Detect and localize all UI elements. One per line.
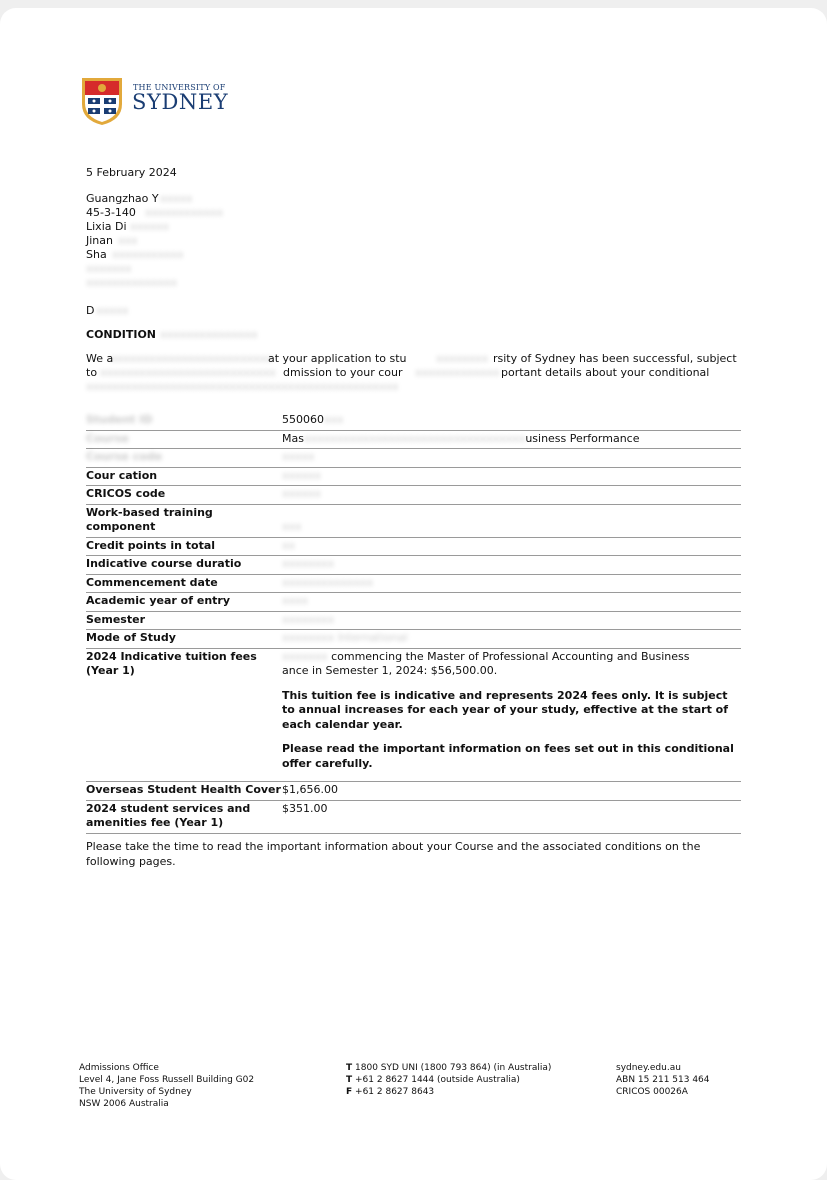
tuition-note-read: Please read the important information on fees set out in this conditional offer carefully. [282,742,734,770]
address-line-4: Jinan [86,234,113,247]
tuition-note: This tuition fee is indicative and represents 2024 fees only. It is subject to annual increases for each year of your study, effective at the start of each calendar year. [282,688,729,731]
intro-text: to [86,366,98,379]
footer-phone [346,1062,551,1074]
table-row [86,430,741,449]
tuition-value: commencing the Master of Professional Accounting and Business [331,649,690,663]
table-row [86,611,741,630]
phone-key: T [346,1063,353,1073]
footer-line: NSW 2006 Australia [79,1099,169,1109]
redacted-text: xxxxx [282,450,315,463]
redacted-text: Course code [86,450,163,463]
footer-web [616,1062,710,1098]
redacted-text: xxxxxxxx [282,557,335,570]
redacted-text: xxxxxxxxxxxxxx [282,575,374,589]
redacted-text: xxxxxxxxxxxxxxxxxxxxxxxxxxx [100,366,276,379]
footer-line: Admissions Office [79,1063,159,1073]
redacted-text: xx [282,538,296,552]
ssaf-label: 2024 student services and amenities fee (Year 1) [86,801,251,829]
table-row [86,486,741,505]
student-id-value: 550060 [282,413,324,426]
redacted-text: xxxxxxxxxxxxxxxxxxxxxxxxx [110,352,273,365]
redacted-text: xxx [118,234,138,247]
course-value: usiness Performance [525,431,640,445]
fax-key: F [346,1087,353,1097]
table-row [86,412,741,430]
intro-text: dmission to your cour [283,366,403,379]
redacted-text: xxxxxx [282,468,322,482]
redacted-text: xxxxxxxxxxxxxxx [160,328,258,341]
table-row [86,648,741,782]
phone-key: T [346,1075,353,1085]
table-row [86,467,741,486]
redacted-text: xxxxxxx [282,649,328,663]
table-row [86,537,741,556]
redacted-text: xxxxxxxx [436,352,489,365]
redacted-text: xxxxxxxxxxx [112,248,184,261]
address-line-5: Sha [86,248,107,261]
closing-text: Please take the time to read the important information about your Course and the associated conditions on the following pages. [86,840,701,868]
oshc-value: $1,656.00 [282,783,338,796]
redacted-text: xxxxxxxx [282,631,335,644]
footer-fax [346,1086,551,1098]
footer-line: Level 4, Jane Foss Russell Building G02 [79,1075,255,1085]
footer-line: The University of Sydney [79,1087,192,1097]
redacted-text: xxxxxxxxxxxxxxxxxxxxxxxxxxxxxxxxxxxxxxxxxxxxxxxx [86,380,399,393]
commencement-label: Commencement date [86,575,218,589]
redacted-text: xxxxxxxxxxxx [145,206,224,219]
fax-value: +61 2 8627 8643 [355,1087,435,1097]
table-row [86,782,741,801]
table-row [86,800,741,833]
redacted-text: xxxxxxxxxxxxxx [86,276,178,289]
mode-value: International [337,631,408,644]
redacted-text: xxxxx [160,192,193,205]
cricos-label: CRICOS code [86,487,166,500]
table-row [86,593,741,612]
redacted-text: xxxxxxx [86,262,132,275]
phone-value: +61 2 8627 1444 (outside Australia) [355,1075,520,1085]
academic-year-label: Academic year of entry [86,594,230,607]
intro-text: We a [86,352,114,365]
offer-details-table [86,412,741,834]
letter-date: 5 February 2024 [86,166,177,179]
semester-label: Semester [86,612,145,626]
table-row [86,504,741,537]
letter-page [0,8,827,1180]
university-logo [80,76,240,136]
redacted-text: xxxxxxxxxxxxx [415,366,500,379]
footer-contact [346,1062,551,1098]
footer-website: sydney.edu.au [616,1063,681,1073]
logo-text-line2: SYDNEY [132,90,229,114]
footer-cricos: CRICOS 00026A [616,1087,688,1097]
table-row [86,556,741,575]
table-row [86,574,741,593]
redacted-text: xxxxxx [282,487,322,500]
redacted-text: xxxx [282,594,309,607]
footer-phone [346,1074,551,1086]
oshc-label: Overseas Student Health Cover [86,783,281,796]
table-row [86,630,741,649]
redacted-text: xxxxxxxx [282,612,335,626]
address-line-1: Guangzhao Y [86,192,159,205]
address-line-3: Lixia Di [86,220,127,233]
redacted-text: xxxxx [96,304,129,317]
address-line-2: 45-3-140 [86,206,136,219]
ssaf-value: $351.00 [282,801,328,815]
salutation: D [86,304,95,317]
redacted-text: Student ID [86,413,153,426]
redacted-text: xxxxxx [130,220,170,233]
credit-points-label: Credit points in total [86,538,216,552]
logo-text-line1: THE UNIVERSITY OF [133,83,226,92]
mode-label: Mode of Study [86,631,176,644]
course-value: Mas [282,431,304,445]
footer-address [79,1062,254,1110]
redacted-text: xxxxxxxxxxxxxxxxxxxxxxxxxxxxxxxxxx [303,431,526,445]
tuition-label: 2024 Indicative tuition fees (Year 1) [86,649,257,677]
work-based-label: Work-based training component [86,505,213,533]
phone-value: 1800 SYD UNI (1800 793 864) (in Australia) [355,1063,552,1073]
offer-heading: CONDITION [86,328,157,341]
redacted-text: xxx [324,413,344,426]
footer-abn: ABN 15 211 513 464 [616,1075,710,1085]
redacted-text: xxx [282,520,302,533]
tuition-value-2: ance in Semester 1, 2024: $56,500.00. [282,664,498,677]
redacted-text: Course [86,431,129,445]
table-row [86,449,741,468]
duration-label: Indicative course duratio [86,557,242,570]
course-location-label: Cour cation [86,468,158,482]
intro-text: portant details about your conditional [501,366,710,379]
intro-text: rsity of Sydney has been successful, subject [493,352,737,365]
intro-text: at your application to stu [268,352,407,365]
university-crest-icon [80,76,124,126]
